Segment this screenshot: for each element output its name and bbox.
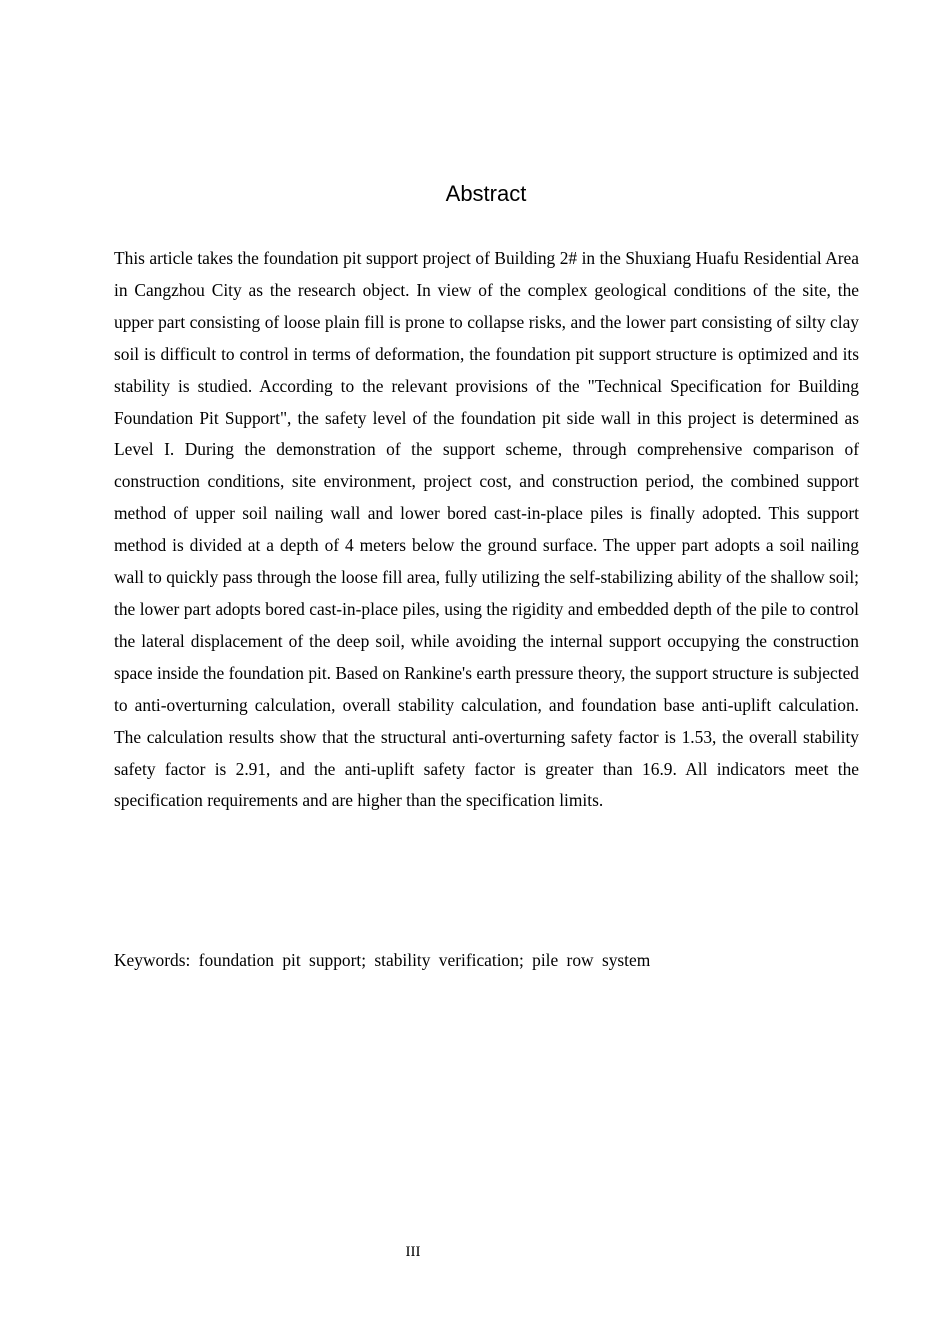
abstract-keywords: Keywords: foundation pit support; stability verification; pile row system [114,950,651,970]
abstract-title: Abstract [445,181,527,206]
abstract-body: This article takes the foundation pit support project of Building 2# in the Shuxiang Huafu Residential Area in Cangzhou City as the research object. In view of the complex geological conditions of the site, the upper part consisting of loose plain fill is prone to collapse risks, and the lower part consisting of silty clay soil is difficult to control in terms of deformation, the foundation pit support structure is optimized and its stability is studied. According to the relevant provisions of the "Technical Specification for Building Foundation Pit Support", the safety level of the foundation pit side wall in this project is determined as Level I. During the demonstration of the support scheme, through comprehensive comparison of construction conditions, site environment, project cost, and construction period, the combined support method of upper soil nailing wall and lower bored cast-in-place piles is finally adopted. This support method is divided at a depth of 4 meters below the ground surface. The upper part adopts a soil nailing wall to quickly pass through the loose fill area, fully utilizing the self-stabilizing ability of the shallow soil; the lower part adopts bored cast-in-place piles, using the rigidity and embedded depth of the pile to control the lateral displacement of the deep soil, while avoiding the internal support occupying the construction space inside the foundation pit. Based on Rankine's earth pressure theory, the support structure is subjected to anti-overturning calculation, overall stability calculation, and foundation base anti-uplift calculation. The calculation results show that the structural anti-overturning safety factor is 1.53, the overall stability safety factor is 2.91, and the anti-uplift safety factor is greater than 16.9. All indicators meet the specification requirements and are higher than the specification limits. [114,248,859,811]
page-number: III [405,1244,421,1260]
